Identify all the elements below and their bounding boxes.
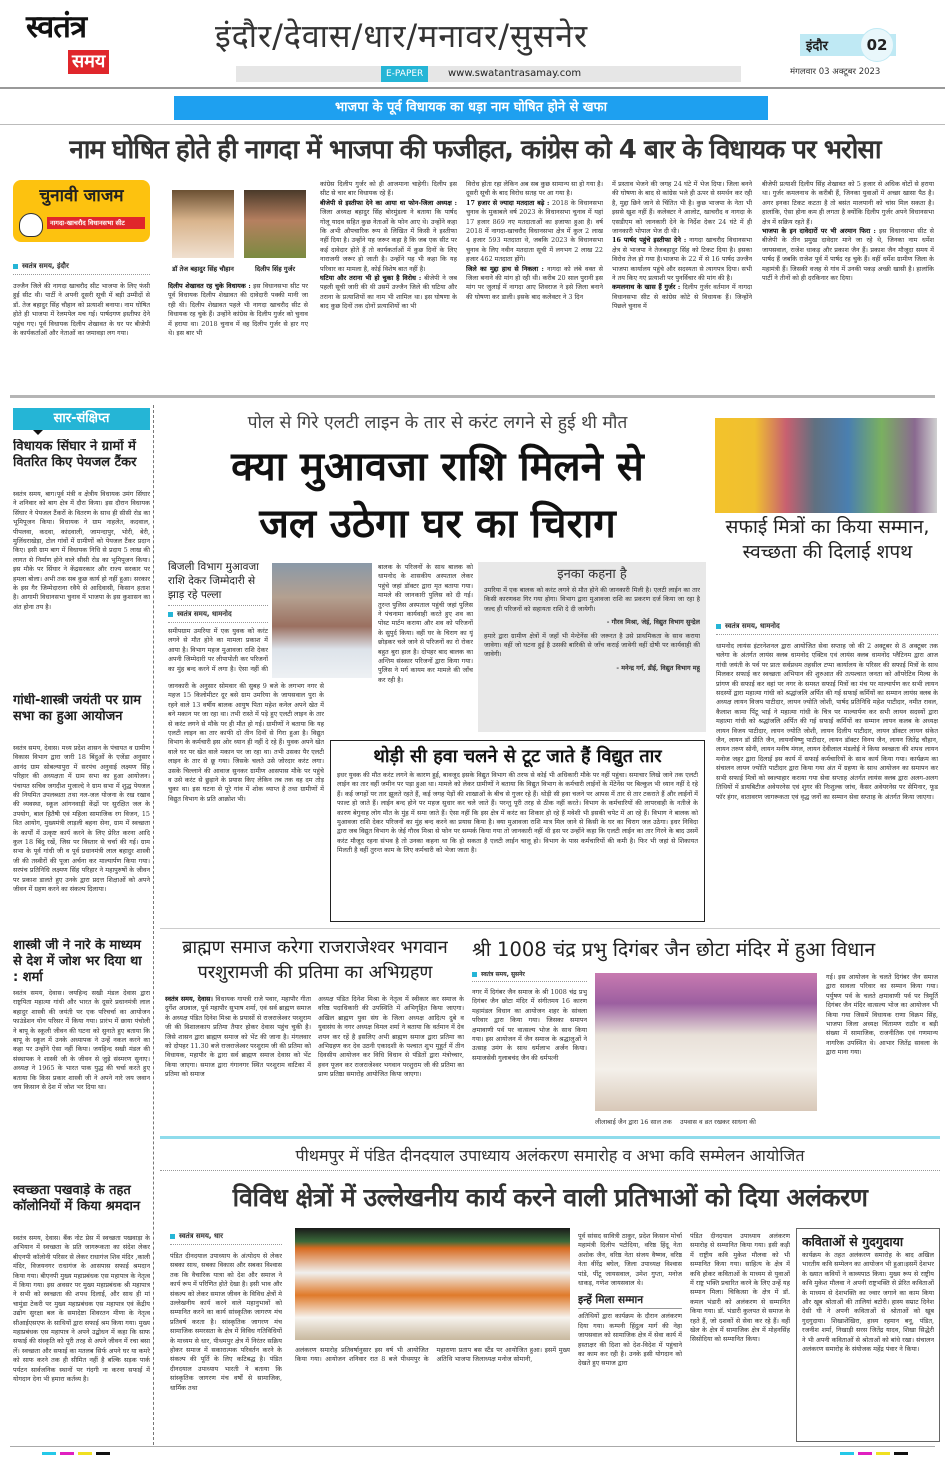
- footer-rule: [10, 1446, 935, 1447]
- story3-body: धामनोद लायंस इंटरनेशनल द्वारा आयोजित सेवा सप्ताह जो की 2 अक्टूबर से 8 अक्टूबर तक चलेगा के अंतर्गत लायंस क्लब धामनोद एक्टिव एवं लायंस क्लब धामनोद प्लैटिनम द्वारा आज गांधी जयंती के पर्व पर प्रातः सर्वप्रथम तहसील टप्पा कार्यालय के परिसर की सफाई मित्रों के साथ मिलकर सफाई कर स्वच्छता अभियान की शुरुआत की तत्पश्चात जनता को ऑपरेटिव मिल्स के प्रांगण की सफाई कर वहां पर नगर के समस्त सफाई मित्रों का मंच पर माल्यार्पण कर सभी लायन सदस्यों द्वारा महात्मा गांधी को श्रद्धांजलि अर्पित की गई सफाई कर्मियों का सम्मान लायंस क्लब के अध्यक्ष लायन विजय पाटीदार, लायन ज्योति जोशी, पार्षद प्रतिनिधि महेश पाटीदार, नमीत रावल, कैलाश कामा पिंटू भाई ने महात्मा गांधी के चित्र पर माल्यार्पण कर सभी लायन सदस्यों द्वारा महात्मा गांधी को श्रद्धांजलि अर्पित की गई सफाई कर्मियों का सम्मान लायन कलब के अध्यक्ष लायन विजय पाटीदार, लायन ज्योति जोशी, लायन दिलीप पाटीदार, लायन डॉक्टर लायन संकेत जैन, लायन डॉ प्रीति जैन, लायनविष्णु पाटीदार, लायन डॉक्टर विनय जैन, लायन जितेंद्र चौहान, लायन तरुण सोनी, लायन मनीष मंगल, लायन देवीलाल मंडलोई ने किया स्वच्छता की शपथ लायन मनोज जहर द्वारा दिलाई इस कार्य में सफाई कर्मचारियों के साथ कार्य किया गया। कार्यक्रम का संचालन लायन ज्योति पाटीदार द्वारा किया गया अंत में ग्रहणा के साथ आयोजन का समापन कर सभी सफाई मित्रों को स्वल्पाहार कराया गया सेवा सप्ताह अंतर्गत लायंस क्लब द्वारा अलग-अलग तिथियों में डायबिटीज अवेयरनेस एवं शुगर की निःशुल्क जांच, कैंसर अवेयरनेस पर सेमिनार, फूड फॉर हंगर, वातावरण जागरूकता एवं वृद्ध जनों का सम्मान सेवा सप्ताह के अंतर्गत किया जाएगा।: [716, 642, 938, 801]
- quote2: हमारे द्वारा ग्रामीण क्षेत्रों में जहाँ भी मेन्टेनेंस की जरूरत है उसे प्राथमिकता के साथ कराया जावेगा। वहीं जो घटना हुई है उसकी बारिकी से जॉंच कराई जावेगी वहीं दोषी पर कार्यवाही की जावेगी।: [484, 631, 700, 659]
- quote1: उमरिया में एक बालक को करंट लगने से मौत होने की जानकारी मिली है। एलटी लाईन का तार किसी कारणवश गिर गया होगा। विभाग द्वारा मुआवजा राशि का प्रकरण दर्ज किया जा रहा है जल्द ही परिजनों को सहायता राशि दे दी जायेगी।: [484, 586, 700, 613]
- lead-byline: स्वतंत्र समय, इंदौर: [13, 262, 150, 275]
- badge-title: चुनावी जाजम: [39, 186, 124, 206]
- magenta-swatch: [858, 1452, 872, 1455]
- yellow-swatch: [876, 1452, 890, 1455]
- story4-col2: अध्यक्ष पंडित दिनेश मिश्रा के नेतृत्व में स्वीकार कर समाज के वरिष्ठ पदाधिकारी की उपस्थिति में अभिगृहित किया जाएगा। अखिल ब्राह्मण युवा संघ के जिला अध्यक्ष आदित्य दुबे व युवासंघ के नगर अध्यक्ष विमल शर्मा ने बताया कि वर्तमान में देव शयन कर रहें है इसलिए अभी ब्राह्मण समाज द्वारा प्रतिमा का अभिग्रहण कर देव उठनी एकादशी के पश्चात शुभ मुहूर्त में तीन दिवसीय आयोजन कर विधि विधान से पंडितों द्वारा मंत्रोच्चार, हवन पूजन कर राजराजेश्वर भगवान परशुराम जी की प्रतिमा का प्राण प्रतिष्ठा समारोह आयोजित किया जाएगा।: [318, 995, 464, 1079]
- lead-col1: उज्जैन जिले की नागदा खाचरौद सीट भाजपा के लिए फंसी हुई सीट थी। पार्टी ने अपनी दूसरी सूची में बड़ी उम्मीदों से डॉ. तेज बहादुर सिंह चौहान को प्रत्याशी बनाया। नाम घोषित होते ही भाजपा में रेलमपेल मच गई। पार्षदगण इस्तीफा देने पहुंच गए। पूर्व विधायक दिलीप शेखावत के घर पर बीजेपी के कार्यकर्ताओं और नेताओं का जमावड़ा लग गया।: [13, 282, 150, 338]
- story6-col1: पंडित दीनदयाल उपाध्याय के अंत्योदय से लेकर सबका साथ, सबका विकास और सबका विश्वास तक कि वैचारिक यात्रा को देश और समाज ने कार्य रूप में परिणित होते देखा है। इसी भाव और संकल्प को लेकर समाज जीवन के विविध क्षेत्रों मे उल्लेखनीय कार्य करने वाले महानुभावों को सम्मानित करने का कार्य सांस्कृतिक जागरण मंच प्रतिवर्ष करता है। सांस्कृतिक जागरण मंच सामाजिक समरसता के क्षेत्र में विविध गतिविधियों के माध्यम से धार, पीथमपुर क्षेत्र में निरंतर सक्रिय होकर समाज में सकारात्मक परिवर्तन करने के संकल्प की पूर्ति के लिए कटिबद्ध है। पंडित दीनदयाल उपाध्याय भारती ने बताया कि सांस्कृतिक जागरण मंच वर्षों से सामाजिक, धार्मिक तथा: [170, 1252, 282, 1392]
- sidebar-item-title: स्वच्छता पखवाड़े के तहत कॉलोनियों में किया श्रमदान: [13, 1183, 141, 1214]
- badge-subtitle: नागदा-खाचरौद विधानसभा सीट: [47, 217, 145, 229]
- photo-award-ceremony: [295, 1228, 570, 1340]
- masthead: [0, 0, 945, 86]
- epaper-bar: [236, 66, 741, 82]
- sidebar-divider: [153, 405, 154, 1445]
- poetry-sidebox-body: कार्यक्रम के तहत अलंकरण समारोह के बाद अखिल भारतीय कवि सम्मेलन का आयोजन भी हुआ।इसमें देशभर के ख्यात कवियों ने काव्यपाठ किया। मुख्य रूप से राष्ट्रीय कवि मुकेश मौलवा ने अपनी राष्ट्रभक्ति से प्रेरित कविताओं के माध्यम से देशभक्ति का ज्वार जगाने का काम किया और खूब श्रोताओं की तालियां बटोरी। हास्य सम्राट दिनेश देसी घी ने अपनी कविताओं से श्रोताओं को खूब गुदगुदाया। शिखाशेखिरा, हास्य रहमान बनू, पंडित, रजनीश शर्मा, निखाड़ी सरस जितेंद्र यादव, शिखा सिद्धेरी ने भी अपनी कविताओं से श्रोताओं को बांधे रखा। संचालन अलंकरण समारोह के संयोजक महेंद्र पंवार ने किया।: [802, 1251, 934, 1354]
- lead-col4: विरोध होता रहा लेकिन अब सब कुछ सामान्य सा हो गया है। दूसरी सूची के बाद विरोध सतह पर आ गया है। 17 हजार से ज्यादा मतदाता बढ़े : 2018 के विधानसभा चुनाव के मुकाबले वर्ष 2023 के विधानसभा चुनाव में यहां 17 हजार 869 नए मतदाताओं का इजाफा हुआ है। वर्ष 2018 में नागदा-खाचरौद विधानसभा क्षेत्र में कुल 2 लाख 4 हजार 593 मतदाता थे, जबकि 2023 के विधानसभा चुनाव के लिए नवीन मतदाता सूची में लगभग 2 लाख 22 हजार 462 मतदाता होंगे। जिले का मुद्दा हाथ से निकला : नागदा को लंबे वक्त से जिला बनाने की मांग हो रही थी। करीब 20 साल पुरानी इस मांग पर जुलाई में नागदा आए शिवराज ने इसे जिला बनाने की घोषणा कर डाली। इसके बाद कलेक्टर ने 3 दिन: [466, 180, 603, 301]
- black-swatch: [894, 1452, 908, 1455]
- story6-col3: पूर्व सांसद सावित्री ठाकुर, प्रदेश किसान मोर्चा महामंत्री दिलीप पटोदिया, वरिष्ठ हिंदू नेता अशोक जैन, वरिष्ठ नेता संजय वैष्णव, वरिष्ठ नेता वीरेंद्र बघेल, जिला उपाध्यक्ष विश्वास पांडे, पींटू जायसवाल, उमेश गुप्ता, मनोज धाकड़, गणेश जायसवाल थे। इन्हें मिला सम्मान अतिथियों द्वारा कार्यक्रम के दौरान अलंकरण दिया गया। कम्पनी हिंदुत्व मार्ग की नेहा जायसवाल को सामाजिक क्षेत्र में सेवा कार्य में हस्ताक्षर की दिशा को देश-विदेश में पहुंचाने का काम कर रही है। उनके इसी योगदान को देखते हुए समाज द्वारा: [578, 1232, 682, 1368]
- yellow-swatch: [78, 1452, 92, 1455]
- story5-bottom-rule: [160, 1136, 940, 1139]
- page-number: 02: [860, 28, 894, 62]
- rule: [0, 124, 945, 125]
- story2-col1b: जानकारी के अनुसार सोमवार की सुबह 9 बजे के लगभग नगर से महज 15 किलोमीटर दूर बसे ग्राम उमरिया के जायसवाल पुरा के रहने वाले 13 वर्षीय बालक आयुष पिता महेश कनेल अपने खेत में बने मकान पर जा रहा था। तभी रास्ते में पड़े हुए एलटी लाइन के तार से करंट लगने से मौके पर ही मौत हो गई। ग्रामीणों ने बताया कि यह एलटी लाइन का तार काफी दो तीन दिनों से गिरा हुआ है। विद्युत विभाग के कर्मचारी इस ओर ध्यान ही नहीं दे रहे हैं। युवक अपने खेत वाले घर पर खेत वाले मकान पर जा रहा था। तभी उसका पैर एलटी लाइन के तार से छू गया। जिसके चलते उसे जोरदार करंट लगा। उसके चिल्लाने की आवाज सुनकर ग्रामीण आसपास मौके पर पहुंचे व उसे करंट से छुड़ाने के प्रयास किए लेकिन तब तक वह दम तोड़ चुका था। इस घटना से पूरे गांव में शोक व्याप्त है तथा ग्रामीणों में विद्युत विभाग के प्रति आक्रोश भी।: [168, 682, 324, 803]
- story2-headline-line2: जल उठेगा घर का चिराग: [259, 501, 616, 547]
- lead-col3: कांग्रेस दिलीप गुर्जर को ही आजमाना चाहेगी। दिलीप इस सीट से चार बार विधायक रहे हैं। बीजेपी से इस्तीफा देने का आया था फोन-जिला अध्यक्ष : जिला अध्यक्ष बहादुर सिंह बोरमुंडला ने बताया कि पार्षद गोलू यादव सहित कुछ नेताओं के फोन आए थे। उन्होंने कहा कि अभी औपचारिक रूप से लिखित में किसी ने इस्तीफा नहीं दिया है। उन्होंने यह जरूर कहा है कि जब एक सीट पर कई दावेदार होते हैं तो कार्यकर्ताओं में कुछ दिनों के लिए नाराजगी जरूर हो जाती है। उन्होंने यह भी कहा कि यह परिवार का मामला है, कोई विशेष बात नहीं है। घटिया और तराना भी हो चुका है विरोध : बीजेपी ने जब पहली सूची जारी की थी उसमें उज्जैन जिले की घटिया और तराना के प्रत्याशियों का नाम भी शामिल था। इस घोषणा के बाद कुछ दिनों तक दोनों प्रत्याशियों का भी: [320, 180, 457, 311]
- logo[interactable]: [26, 10, 156, 76]
- logo-top: स्वतंत्र: [26, 9, 87, 45]
- story2-col1: समीपग्राम उमरिया में एक युवक को करंट लगने से मौत होने का मामला प्रकाश में आया है। विभाग महज मुआवजा राशि देकर अपनी जिम्मेदारी पर लीपापोती कर परिजनों का मुंह बन्द करने में लगा है। ऐसा नहीं की: [168, 627, 268, 673]
- story6-byline: स्वतंत्र समय, धार: [170, 1232, 282, 1245]
- sidebar-header-pointer: [33, 430, 43, 435]
- issue-date: मंगलवार 03 अक्टूबर 2023: [790, 67, 881, 77]
- sidebar-item-body: स्वतंत्र समय, देवास। मध्य प्रदेश शासन के पंचायत व ग्रामीण विकास विभाग द्वारा जारी 18 बिंदुओं के एजेंडा अनुसार आनंद ग्राम सोबल्यापुरा में सरपंच अनुवाई लक्ष्मण सिंह परिहार की अध्यक्षता में ग्राम सभा का हुआ आयोजन। पंचायत सचिव जगदीश मुजाल्दे ने ग्राम सभा में शुद्ध पेयजल की नियमित उपलब्धता तथा नल-जल योजना के रख रखाव की व्यवस्था, स्कूल आंगनवाड़ी केंद्रों पर सुरक्षित जल के उपयोग, बाल हितैषी एवं महिला सामाजिक रग विजन, 15 वित आयोग, मुख्यमंत्री लाड़ली बहना सेना, ग्राम में स्वच्छता के कार्यों में उत्कृष्ट कार्य करने के लिए प्रेरित करना आदि कुल 18 बिंदु रखें, जिस पर विस्तार से चर्चा की गई। ग्राम सभा के पूर्व गांधी जी व पूर्व प्रधानमंत्री लाल बहादुर शास्त्री जी की तस्वीरों की पूजा अर्चना कर माल्यार्पण किया गया। सरपंच प्रतिनिधि लक्ष्मण सिंह परिहार ने महापुरुषों के जीवन पर प्रकाश डालते हुए उनके द्वारा प्रदत्त शिक्षाओं को अपने जीवन में ग्रहण करने का संकल्प दिलाया।: [13, 744, 150, 894]
- story5-byline: स्वतंत्र समय, सुसनेर: [472, 970, 587, 982]
- city-badge: [800, 34, 896, 56]
- black-swatch: [96, 1452, 110, 1455]
- story6-headline: विविध क्षेत्रों में उल्लेखनीय कार्य करने वाली प्रतिभाओं को दिया अलंकरण: [232, 1183, 868, 1212]
- story5-photo-caption: लीलाबाई जैन द्वारा 16 साल तक उपवास व व्रत रखकर साधना की: [595, 1118, 756, 1126]
- story6-subhead: इन्हें मिला सम्मान: [578, 1292, 682, 1309]
- story4-col1: स्वतंत्र समय, देवास। विधायक गायत्री राजे पवार, महापौर गीता दुर्गेश अग्रवाल, पूर्व महापौर सुभाष शर्मा, एवं सर्व ब्राह्मण समाज के अध्यक्ष पंडित दिनेश मिश्रा के प्रयासों से राजराजेश्वर परशुराम जी की विशालकाय प्रतिमा तैयार होकर देवास पहुंच चुकी है। जिसे शासन द्वारा ब्राह्मण समाज को भेंट की जाना है। मंगलवार को दोपहर 11.30 बजे राजराजेश्वर परशुराम जी की प्रतिमा को विधायक, महापौर के द्वारा सर्व ब्राह्मण समाज देवास को भेंट किया जाएगा। समाज द्वारा गंगानगर स्थित परशुराम वाटिका में प्रतिमा को समाज: [165, 995, 311, 1079]
- photo-victim-boy: [272, 563, 372, 678]
- election-badge: [13, 180, 150, 242]
- story4-headline: ब्राह्मण समाज करेगा राजराजेश्वर भगवान परशुरामजी की प्रतिमा का अभिग्रहण: [182, 937, 448, 983]
- sidebar-item-body: स्वतंत्र समय, देवास। बैंक नोट प्रेस में स्वच्छता पखवाड़ा के अभियान में स्वच्छता के प्रति जागरूकता का संदेश लेकर बीएनपी कॉलोनी परिसर से लेकर राधागंज शिव मंदिर ,काली मंदिर, विजयनगर राधागंज के आसपास सफाई श्रमदान किया गया। बीएनपी मुख्य महाप्रबंधक एस महापात्र के नेतृत्व में किया गया। इस अवसर पर मुख्य महाप्रबंधक श्री महापात्र ने सभी को स्वच्छता की शपथ दिलाई, और साथ ही मां चामुंडा टेकरी पर मुख्य महाप्रबंधक एस महापात्र एवं केंद्रीय उद्योग सुरक्षा बल के समादेष्टा शिवरतन मीणा के नेतृत्व सीआईएसएफ के साथियों द्वारा सफाई श्रम किया गया। मुख्य महाप्रबंधक एस महापात्र ने अपने उद्बोधन में कहा कि साफ सफाई की संस्कृति को पूरी तरह से अपने जीवन में रचा बसा लें। स्वच्छता और सफाई का मतलब सिर्फ अपने घर या कमरे को साफ करने तक ही सीमित नहीं है बल्कि सड़क पार्क पर्यटन सार्वजनिक स्थानों पर गंदगी ना करना सफाई में योगदान देना भी हमारा कर्तव्य है।: [13, 1234, 150, 1384]
- sidebar-item-body: स्वतंत्र समय, देवास। जयहिन्द सखी मंडल देवास द्वारा राष्ट्रपिता महात्मा गांधी और भारत के दूसरे प्रधानमंत्री लाल बहादुर शास्त्री की जयंती पर एक परिचर्चा का आयोजन फाउंडेशन योग परिसर में किया गया। प्रारंभ में छाया पंचोली ने बापू के स्कूली जीवन की घटना को सुनाते हुए बताया कि बापू के स्कूल में उनके अध्यापक ने उन्हें नकल करने का कहा पर उन्होंने ऐसा नहीं किया। जयहिन्द सखी मंडल की संस्थापक ने शास्त्री जी के जीवन से जुड़े संस्मरण सुनाए। अध्यक्ष ने 1965 के भारत पाक युद्ध की चर्चा करते हुए बताया कि किस प्रकार शास्त्री जी ने अपने नारे जय जवान जय किसान से देश में जोश भर दिया था।: [13, 989, 150, 1092]
- quote2-attribution: - मनेन्द्र गर्ग, डीई, विद्युत विभाग महू: [616, 663, 700, 672]
- story5-headline: श्री 1008 चंद्र प्रभु दिगंबर जैन छोटा मंदिर में हुआ विधान: [472, 938, 876, 961]
- story6-col2: अलंकरण समारोह प्रतिवर्षानुसार इस वर्ष भी आयोजित किया गया। आयोजन शनिवार रात 8 बजे पीथमपुर के महाराणा प्रताप बस स्टैंड पर आयोजित हुआ। इसमें मुख्य अतिथि भाजपा जिलाध्यक्ष मनोज सोमानी,: [295, 1346, 570, 1364]
- lead-bottom-rule: [10, 395, 935, 398]
- sidebar-item-title: शास्त्री जी ने नारे के माध्यम से देश में जोश भर दिया था : शर्मा: [13, 938, 142, 985]
- cartoon-icon: [19, 213, 43, 237]
- photo-safai-mitra-event: [715, 418, 937, 513]
- quote-box: [478, 562, 706, 732]
- photo-dilip-gurjar: [244, 190, 306, 258]
- photo-tej-bahadur: [172, 190, 234, 258]
- lead-headline: नाम घोषित होते ही नागदा में भाजपा की फजीहत, कांग्रेस को 4 बार के विधायक पर भरोसा: [69, 135, 881, 165]
- sidebar-item-title: विधायक सिंघार ने ग्रामों में वितरित किए पेयजल टैंकर: [13, 439, 137, 470]
- photo2-caption: दिलीप सिंह गुर्जर: [254, 265, 296, 273]
- story2-col2: बालक के परिजनों के साथ बालक को धामनोद के शासकीय अस्पताल लेकर पहुंचे जहां डॉक्टर द्वारा मृत बताया गया। मामले की जानकारी पुलिस को दी गई। तुरन्त पुलिस अस्पताल पहुंची जहां पुलिस ने पंचनामा कार्यवाही करते हुए शव का पोस्ट मार्टम कराया और शव को परिजनों के सुपुर्द किया। वहीं घर के चिराग का यूं छोड़कर चले जाने से परिजनों का रो रोकर बहुत बुरा हाल है। दोपहर बाद बालक का अन्तिम संस्कार परिजनों द्वारा किया गया। पुलिस ने मर्ग कायम कर मामले की जॉंच कर रही है।: [378, 563, 473, 684]
- city-name: इंदौर: [806, 39, 828, 54]
- masthead-rule: [0, 87, 945, 89]
- story2-subhead: बिजली विभाग मुआवजा राशि देकर जिम्मेदारी से झाड़ रहे पल्ला: [168, 560, 268, 606]
- story2-headline-line1: क्या मुआवजा राशि मिलने से: [231, 444, 644, 490]
- story6-kicker: पीथमपुर में पंडित दीनदयाल उपाध्याय अलंकरण समारोह व अभा कवि सम्मेलन आयोजित: [160, 1143, 940, 1171]
- cyan-swatch: [840, 1452, 854, 1455]
- rule: [160, 928, 940, 929]
- photo1-caption: डॉ तेज बहादुर सिंह चौहान: [172, 265, 234, 273]
- sidebar-header: सार-संक्षिप्त: [13, 408, 150, 430]
- story6-col4: पंडित दीनदयाल उपाध्याय अलंकरण समारोह से सम्मानित किया गया। इसी कड़ी में राष्ट्रीय कवि मुकेश मौलवा को भी सम्मानित किया गया। साहित्य के क्षेत्र में कवि होकर कविताओं के माध्यम से युवाओं में राष्ट्र भक्ति प्रचारित करने के लिए उन्हें यह सम्मान मिला। चिकित्सा के क्षेत्र में डॉ. कमल भंडारी को अलंकरण से सम्मानित किया गया। डॉ. भंडारी कुलपत से समाज के रहते हैं, जो दशकों से सेवा कर रहे हैं। वहीं खेल के क्षेत्र में सामाजिक क्षेत्र में मोहनसिंह सिसोदिया को सम्मानित किया।: [690, 1232, 790, 1344]
- story5-col2: गई। इस आयोजन के चलते दिगंबर जैन समाज द्वारा सावला परिवार का सम्मान किया गया। पर्युषण पर्व के चलते क्षमावाणी पर्व पर त्रिमूर्ति दिगंबर जैन मंदिर वात्सल्य भोज का आयोजन भी किया गया जिसमें विधायक राणा विक्रम सिंह, भाजपा जिला अध्यक्ष चिंतामण राठौर व बड़ी संख्या में सामाजिक, राजनीतिक एवं गणमान्य नागरिक उपस्थित थे। आभार जितेंद्र सावला के द्वारा माना गया।: [826, 973, 938, 1057]
- lead-col2: दिलीप शेखावत रह चुके विधायक : इस विधानसभा सीट पर पूर्व विधायक दिलीप शेखावत की दावेदारी पक्की मानी जा रही थी। दिलीप शेखावत पहले भी नागदा खाचरौद सीट से विधायक रह चुके हैं। उन्होंने कांग्रेस के दिलीप गुर्जर को चुनाव में हराया था। 2018 चुनाव में वह दिलीप गुर्जर से हार गए थे। इस बार भी: [168, 282, 308, 338]
- story2-box: [330, 740, 705, 922]
- logo-bottom: समय: [68, 50, 109, 74]
- sidebar-item-body: स्वतंत्र समय, बाग।पूर्व मंत्री व क्षेत्रीय विधायक उमंग सिंघार ने शनिवार को बाग क्षेत्र में दौरा किया। इस दौरान विधायक सिंघार ने पेयजल टैंकरों के वितरण के साथ ही सीसी रोड का भूमिपूजन किया। विधायक ने ग्राम नाहलेत, कदवाल, पीपलवा, कदवा, कांदवाली, जामन्दापुर, भोरी, बेरी, मुलिंधराखेड़ा, टोल गांवों में ग्रामीणों को पेयजल टैंकर प्रदान किए। इसी ग्राम बाग में विधायक निधि से प्रदाय 5 लाख की लागत से निर्माण होने वाले सीसी रोड का भूमिपूजन किया। इस मौके पर सिंघार ने केंद्रसरकार और राज्य सरकार पर हमला बोला। अभी तक सब कुछ कार्य हो नहीं हुआ। सरकार के इस गैर जिम्मेदाराना रवैये से आदिवासी, किसान हताश है। आगामी विधानसभा चुनाव में भाजपा के इस कुशासन का अंत होना तय है।: [13, 490, 150, 611]
- story5-col1: नगर में दिगंबर जैन समाज के श्री 1008 चंद्र प्रभु दिगंबर जैन छोटा मंदिर में संगीतमय 16 कारण महामंडल विधान का आयोजन शहर के सांवला परिवार द्वारा किया गया। जिसका समापन क्षमावाणी पर्व पर वात्सल्य भोज के साथ किया गया। इस आयोजन में जैन समाज के श्रद्धालुओं ने उत्साह उमंग के साथ धर्मलाभ अर्जन किया। समाजसेवी गुलाबचंद जैन की धर्मपत्नी: [472, 988, 587, 1062]
- cyan-swatch: [42, 1452, 56, 1455]
- photo-jain-ceremony: [595, 973, 817, 1111]
- poetry-sidebox: [796, 1228, 940, 1442]
- quote1-attribution: - गौरव मिश्रा, जेई, विद्युत विभाग सुन्द्रेल: [606, 618, 700, 627]
- story2-box-headline: थोड़ी सी हवा चलने से टूट जाते हैं विद्युत तार: [373, 746, 662, 767]
- quote-box-title: इनका कहना है: [557, 567, 627, 582]
- registration-marks-right: [840, 1452, 908, 1455]
- story3-byline: स्वतंत्र समय, धामनोद: [716, 622, 938, 635]
- poetry-sidebox-title: कविताओं से गुदगुदाया: [802, 1234, 904, 1249]
- edition-title: इंदौर/देवास/धार/मनावर/सुसनेर: [215, 17, 589, 55]
- story3-headline: सफाई मित्रों का किया सम्मान, स्वच्छता की दिलाई शपथ: [725, 516, 930, 563]
- sidebar-item-title: गांधी-शास्त्री जयंती पर ग्राम सभा का हुआ आयोजन: [13, 693, 141, 724]
- story2-byline: स्वतंत्र समय, धामनोद: [168, 610, 268, 623]
- epaper-label: E-PAPER: [381, 66, 428, 82]
- website-link[interactable]: www.swatantrasamay.com: [448, 68, 582, 79]
- story2-kicker: पोल से गिरे एलटी लाइन के तार से करंट लगने से हुई थी मौत: [247, 413, 628, 433]
- story2-box-body: इधर युवक की मौत करंट लगने के कारण हुई, बावजूद इसके विद्युत विभाग की तरफ से कोई भी अधिकारी मौके पर नहीं पहुंचा। समाचार लिखे जाने तक एलटी लाईन का तार वहीं जमीन पर पड़ा हुआ था। मामले को लेकर ग्रामीणों ने बताया कि विद्युत विभाग के कर्मचारी लाईनों के मेंटेनेंस पर बिल्कुल भी ध्यान नहीं दे रहे हैं। कई जगहों पर तार झूलते रहते हैं, कई जगह पेड़ों की शाखाओं के बीच से गुजर रहे हैं। थोड़ी सी हवा चलने पर आपस में तार से तार टकराते हैं और लाईनों में फाल्ट हो जाते हैं। लाईन बन्द होने पर महज सुधार कर चले जाते हैं। परन्तु पूरी तरह से ठीक नहीं करते। विभाग के कर्मचारियों की लापरवाही के नतीजे के कारण बेगुनाह लोग मौत के मुंह में समा जाते हैं। ऐसा नहीं कि इस क्षेत्र में करंट का शिकार हो रहे हैं मवेशी भी इसकी चपेट में आ रहे हैं। विभाग ने बालक को मुआवजा राशि देकर परिजनों का मुंह बन्द करने का प्रयास किया है। क्या मुआवजा राशि मात्र मिल जाने से किसी के घर का चिराग जल उठेगा। इधर निविदा द्वारा जब विद्युत विभाग के जेई गौरव मिश्रा से फोन पर सम्पर्क किया गया तो जानकारी नहीं थी इस पर उन्होंने कहा कि एलटी लाईन का तार गिरने के बाद उसमें करंट मौजूद रहना संभव है तो उनका कहना था कि हो सकता है एलटी लाईन चालू हो। विभाग के पास कर्मचारियों की कमी है। फिर भी जहां से शिकायत मिलती है वहीं तुरन्त काम के लिए कर्मचारी को भेजा जाता है।: [337, 771, 698, 855]
- registration-marks: [42, 1452, 110, 1455]
- magenta-swatch: [60, 1452, 74, 1455]
- lead-col5: में प्रस्ताव भेजने की जगह 24 घंटे में भेज दिया। जिला बनने की घोषणा के बाद से कांग्रेस भले ही ऊपर से समर्थन कर रही है, मुद्दा छिने जाने से चिंतित भी है। कुछ भाजपा के नेता भी इससे खुश नहीं हैं। कलेक्टर ने आलोट, खाचरौद व नागदा के एसडीएम को जानकारी देने के निर्देश देकर 24 घंटे में ही जानकारी भोपाल भेज दी थी। 16 पार्षद पहुंचे इस्तीफा देने : नागदा खाचरौद विधानसभा क्षेत्र से भाजपा ने तेजबहादुर सिंह को टिकट दिया है। इसका विरोध तेज हो गया है।भाजपा के 22 में से 16 पार्षद उज्जैन भाजपा कार्यालय पहुंचे और सदस्यता से त्यागपत्र दिया। सभी ने तय किए गए प्रत्याशी पर पुनर्विचार की मांग की है। कमलनाथ के खास हैं गुर्जर : दिलीप गुर्जर वर्तमान में नागदा विधानसभा सीट से कांग्रेस कोटे से विधायक हैं। जिन्होंने पिछले चुनाव में: [612, 180, 752, 311]
- lead-kicker-banner: भाजपा के पूर्व विधायक का धड़ा नाम घोषित होने से खफा: [174, 96, 768, 120]
- lead-col6: बीजेपी प्रत्याशी दिलीप सिंह शेखावत को 5 हजार से अधिक वोटों से हराया था। गुर्जर कमलनाथ के करीबी हैं, जिनका युवाओं में अच्छा खासा पैठ है। अगर इनका टिकट कटता है तो बसंत मालपानी को चांस मिल सकता है। हालांकि, ऐसा होना कम ही लगता है क्योंकि दिलीप गुर्जर अपने विधानसभा क्षेत्र में सक्रिय रहते हैं। भाजपा के इन दावेदारों पर भी अरमान फिरा : इस विधानसभा सीट से बीजेपी के तीन प्रमुख दावेदार माने जा रहे थे, जिनका नाम धर्मेश जायसवाल, राजेश धाकड़ और प्रकाश जैन हैं। प्रकाश जैन मौजूदा समय में पार्षद हैं जबकि राजेश पूर्व में पार्षद रह चुके हैं। वहीं धर्मेश ग्रामीण जिला के महामंत्री हैं। जिसकी वजह से गांव में उनकी पकड़ अच्छी खासी है। हालांकि पार्टी ने तीनों को ही दरकिनार कर दिया।: [762, 180, 934, 283]
